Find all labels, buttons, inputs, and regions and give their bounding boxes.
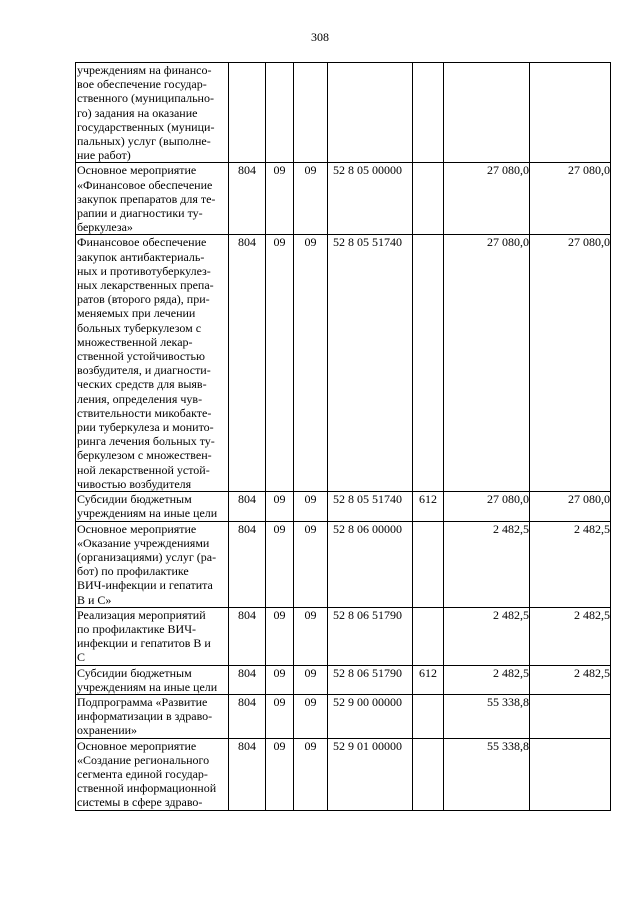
cell-ministry-code: 804 [229, 738, 266, 810]
cell-section-code: 09 [266, 521, 294, 607]
cell-section-code: 09 [266, 235, 294, 492]
cell-amount-1: 2 482,5 [444, 607, 530, 665]
cell-name: Субсидии бюджетным учреждениям на иные цели [76, 492, 229, 521]
cell-amount-1 [444, 63, 530, 163]
cell-name: Финансовое обеспечение закупок антибактериаль- ных и противотуберкулез- ных лекарственных препа- ратов (второго ряда), при- меняемых при лечении больных туберкулезом с множественной лекар- ственной устойчивостью возбудителя, и диагности- ческих средств для выяв- ления, определения чув- ствительности микобакте- рии туберкулеза и монито- ринга лечения больных ту- беркулезом с множествен- ной лекарственной устой- чивостью возбудителя [76, 235, 229, 492]
cell-expense-type [413, 607, 444, 665]
cell-ministry-code: 804 [229, 665, 266, 694]
cell-target-article: 52 8 05 00000 [328, 163, 413, 235]
cell-target-article: 52 8 05 51740 [328, 492, 413, 521]
cell-expense-type [413, 738, 444, 810]
cell-expense-type [413, 694, 444, 738]
cell-amount-2 [530, 63, 611, 163]
cell-target-article [328, 63, 413, 163]
cell-ministry-code [229, 63, 266, 163]
table-row [76, 521, 611, 607]
cell-ministry-code: 804 [229, 694, 266, 738]
cell-target-article: 52 8 06 51790 [328, 607, 413, 665]
cell-amount-1: 27 080,0 [444, 163, 530, 235]
cell-subsection-code: 09 [294, 607, 328, 665]
cell-subsection-code [294, 63, 328, 163]
cell-amount-1: 27 080,0 [444, 492, 530, 521]
cell-target-article: 52 8 06 51790 [328, 665, 413, 694]
cell-section-code: 09 [266, 665, 294, 694]
table-row [76, 235, 611, 492]
cell-section-code: 09 [266, 738, 294, 810]
cell-subsection-code: 09 [294, 665, 328, 694]
cell-amount-2: 2 482,5 [530, 607, 611, 665]
cell-section-code: 09 [266, 492, 294, 521]
cell-subsection-code: 09 [294, 492, 328, 521]
page-number: 308 [311, 30, 329, 44]
cell-name: Реализация мероприятий по профилактике ВИЧ- инфекции и гепатитов В и С [76, 607, 229, 665]
cell-ministry-code: 804 [229, 163, 266, 235]
cell-name: Основное мероприятие «Оказание учреждениями (организациями) услуг (ра- бот) по профилактике ВИЧ-инфекции и гепатита В и С» [76, 521, 229, 607]
cell-amount-1: 2 482,5 [444, 665, 530, 694]
cell-section-code [266, 63, 294, 163]
cell-amount-1: 55 338,8 [444, 694, 530, 738]
table-row [76, 694, 611, 738]
cell-amount-2 [530, 738, 611, 810]
cell-ministry-code: 804 [229, 607, 266, 665]
cell-target-article: 52 9 01 00000 [328, 738, 413, 810]
cell-name: Подпрограмма «Развитие информатизации в здраво- охранении» [76, 694, 229, 738]
cell-subsection-code: 09 [294, 235, 328, 492]
cell-ministry-code: 804 [229, 521, 266, 607]
cell-amount-2: 27 080,0 [530, 492, 611, 521]
cell-expense-type [413, 163, 444, 235]
cell-name: Основное мероприятие «Финансовое обеспечение закупок препаратов для те- рапии и диагностики ту- беркулеза» [76, 163, 229, 235]
cell-expense-type [413, 235, 444, 492]
cell-amount-2: 2 482,5 [530, 521, 611, 607]
cell-amount-1: 55 338,8 [444, 738, 530, 810]
cell-amount-1: 2 482,5 [444, 521, 530, 607]
cell-target-article: 52 9 00 00000 [328, 694, 413, 738]
cell-amount-1: 27 080,0 [444, 235, 530, 492]
cell-ministry-code: 804 [229, 492, 266, 521]
table-row [76, 163, 611, 235]
table-row [76, 63, 611, 163]
cell-name: Основное мероприятие «Создание регионального сегмента единой государ- ственной информационной системы в сфере здраво- [76, 738, 229, 810]
cell-target-article: 52 8 05 51740 [328, 235, 413, 492]
cell-subsection-code: 09 [294, 738, 328, 810]
cell-name: учреждениям на финансо- вое обеспечение государ- ственного (муниципально- го) задания на оказание государственных (муници- пальных) услуг (выполне- ние работ) [76, 63, 229, 163]
cell-ministry-code: 804 [229, 235, 266, 492]
cell-section-code: 09 [266, 694, 294, 738]
cell-amount-2 [530, 694, 611, 738]
cell-expense-type: 612 [413, 492, 444, 521]
budget-table [75, 62, 611, 811]
cell-subsection-code: 09 [294, 694, 328, 738]
cell-target-article: 52 8 06 00000 [328, 521, 413, 607]
table-row [76, 665, 611, 694]
cell-section-code: 09 [266, 607, 294, 665]
cell-section-code: 09 [266, 163, 294, 235]
table-row [76, 492, 611, 521]
cell-amount-2: 2 482,5 [530, 665, 611, 694]
table-row [76, 738, 611, 810]
budget-table-body [76, 63, 611, 811]
cell-expense-type: 612 [413, 665, 444, 694]
table-row [76, 607, 611, 665]
cell-amount-2: 27 080,0 [530, 163, 611, 235]
cell-expense-type [413, 521, 444, 607]
cell-subsection-code: 09 [294, 521, 328, 607]
cell-expense-type [413, 63, 444, 163]
cell-amount-2: 27 080,0 [530, 235, 611, 492]
cell-name: Субсидии бюджетным учреждениям на иные цели [76, 665, 229, 694]
cell-subsection-code: 09 [294, 163, 328, 235]
